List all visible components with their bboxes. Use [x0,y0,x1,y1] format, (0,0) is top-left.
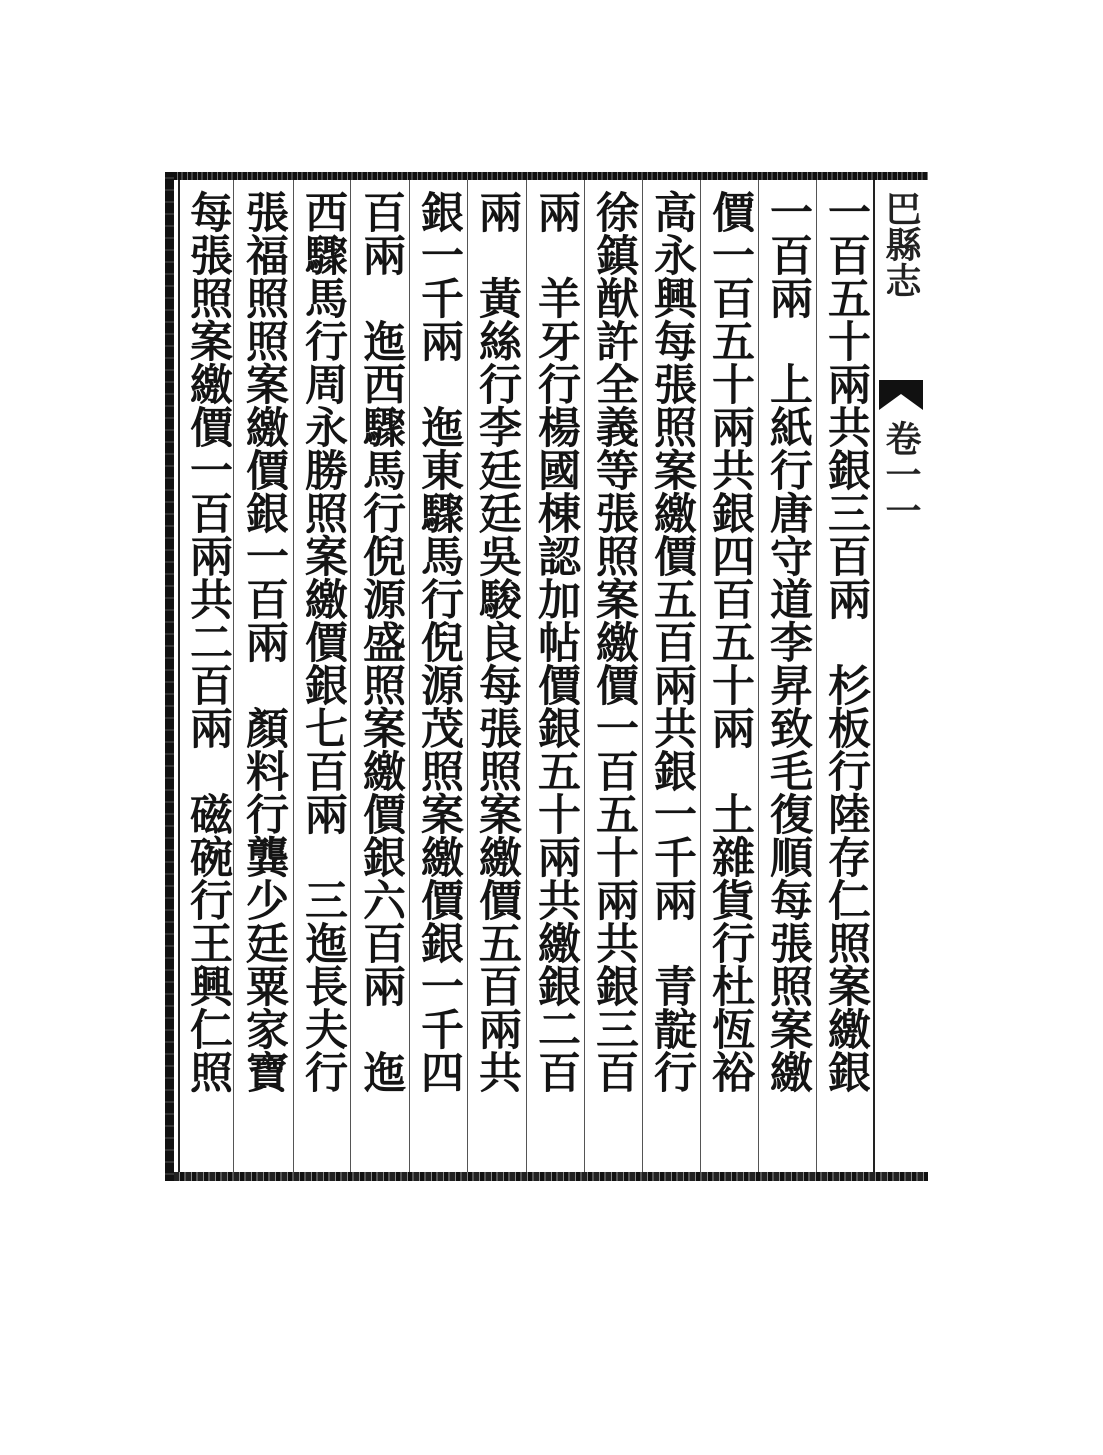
text-column: 百兩 迤西驟馬行倪源盛照案繳價銀六百兩 迤 [356,190,406,1093]
text-column: 張福照照案繳價銀一百兩 顏料行龔少廷粟家寶 [239,190,289,1093]
bottom-border [168,1172,928,1181]
text-column: 價一百五十兩共銀四百五十兩 土雜貨行杜恆裕 [705,190,755,1093]
column-divider [642,180,643,1172]
column-divider [350,180,351,1172]
text-column: 徐鎮猷許全義等張照案繳價一百五十兩共銀三百 [589,190,639,1093]
column-divider [293,180,294,1172]
column-divider [584,180,585,1172]
column-divider [816,180,817,1172]
left-border [165,172,174,1181]
margin-divider [873,180,875,1172]
juan-label [878,420,924,620]
column-divider [409,180,410,1172]
text-column: 兩 黃絲行李廷廷吳駿良每張照案繳價五百兩共 [472,190,522,1093]
column-divider [526,180,527,1172]
fish-tail-mark [879,380,923,410]
left-inner-border [178,180,180,1172]
text-column: 每張照案繳價一百兩共二百兩 磁碗行王興仁照 [183,190,233,1093]
text-column: 銀一千兩 迤東驟馬行倪源茂照案繳價銀一千四 [414,190,464,1093]
text-column: 高永興每張照案繳價五百兩共銀一千兩 青靛行 [647,190,697,1093]
text-column: 兩 羊牙行楊國棟認加帖價銀五十兩共繳銀二百 [531,190,581,1093]
top-border [168,172,928,180]
column-divider [700,180,701,1172]
text-column: 一百兩 上紙行唐守道李昇致毛復順每張照案繳 [763,190,813,1093]
column-divider [467,180,468,1172]
book-title: 巴縣志 [880,190,922,298]
text-column: 西驟馬行周永勝照案繳價銀七百兩 三迤長夫行 [298,190,348,1093]
column-divider [758,180,759,1172]
juan-number: 卷一一 [880,420,922,528]
text-column: 一百五十兩共銀三百兩 杉板行陸存仁照案繳銀 [821,190,871,1093]
margin-title [878,190,924,1170]
